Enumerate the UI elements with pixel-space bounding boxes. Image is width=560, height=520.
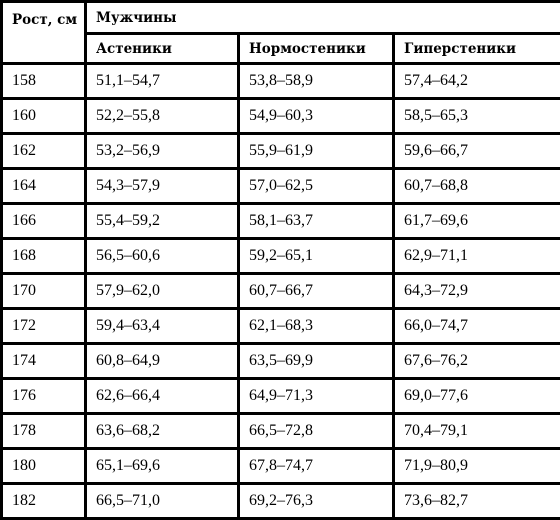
asthenic-cell: 57,9–62,0 [87,275,237,307]
table-row [3,205,560,237]
height-cell: 178 [3,415,84,447]
hypersthenic-cell: 69,0–77,6 [395,380,560,412]
normosthenic-cell: 58,1–63,7 [240,205,392,237]
table-row [3,135,560,167]
normosthenic-cell: 59,2–65,1 [240,240,392,272]
normosthenic-cell: 55,9–61,9 [240,135,392,167]
normosthenic-cell: 53,8–58,9 [240,65,392,97]
hypersthenic-cell: 58,5–65,3 [395,100,560,132]
normosthenic-cell: 67,8–74,7 [240,450,392,482]
hypersthenic-cell: 64,3–72,9 [395,275,560,307]
table-row [3,415,560,447]
normosthenic-cell: 54,9–60,3 [240,100,392,132]
group-header-row [3,3,560,32]
hypersthenic-cell: 59,6–66,7 [395,135,560,167]
asthenic-cell: 60,8–64,9 [87,345,237,377]
height-cell: 176 [3,380,84,412]
asthenic-cell: 66,5–71,0 [87,485,237,517]
hypersthenic-cell: 70,4–79,1 [395,415,560,447]
hypersthenic-cell: 57,4–64,2 [395,65,560,97]
table-row [3,450,560,482]
height-cell: 168 [3,240,84,272]
asthenic-cell: 52,2–55,8 [87,100,237,132]
asthenic-cell: 55,4–59,2 [87,205,237,237]
hypersthenic-cell: 67,6–76,2 [395,345,560,377]
height-cell: 172 [3,310,84,342]
normosthenic-cell: 62,1–68,3 [240,310,392,342]
height-cell: 180 [3,450,84,482]
normosthenic-cell: 69,2–76,3 [240,485,392,517]
table-row [3,65,560,97]
hypersthenic-cell: 60,7–68,8 [395,170,560,202]
asthenic-cell: 63,6–68,2 [87,415,237,447]
column-header-hypersthenic: Гиперстеники [395,35,560,62]
table-row [3,380,560,412]
height-cell: 170 [3,275,84,307]
height-cell: 158 [3,65,84,97]
hypersthenic-cell: 66,0–74,7 [395,310,560,342]
column-header-row [3,35,560,62]
men-group-header: Мужчины [87,3,560,32]
table-row [3,275,560,307]
table-row [3,345,560,377]
column-header-normosthenic: Нормостеники [240,35,392,62]
hypersthenic-cell: 62,9–71,1 [395,240,560,272]
column-header-asthenic: Астеники [87,35,237,62]
table-row [3,485,560,517]
asthenic-cell: 51,1–54,7 [87,65,237,97]
asthenic-cell: 59,4–63,4 [87,310,237,342]
height-cell: 160 [3,100,84,132]
asthenic-cell: 53,2–56,9 [87,135,237,167]
table-row [3,240,560,272]
height-cell: 182 [3,485,84,517]
table-row [3,100,560,132]
hypersthenic-cell: 61,7–69,6 [395,205,560,237]
asthenic-cell: 65,1–69,6 [87,450,237,482]
normosthenic-cell: 66,5–72,8 [240,415,392,447]
height-cell: 174 [3,345,84,377]
normosthenic-cell: 60,7–66,7 [240,275,392,307]
height-cell: 162 [3,135,84,167]
normosthenic-cell: 64,9–71,3 [240,380,392,412]
asthenic-cell: 62,6–66,4 [87,380,237,412]
table-row [3,310,560,342]
asthenic-cell: 56,5–60,6 [87,240,237,272]
hypersthenic-cell: 71,9–80,9 [395,450,560,482]
table-row [3,170,560,202]
height-column-header: Рост, см [3,3,84,62]
height-cell: 166 [3,205,84,237]
height-cell: 164 [3,170,84,202]
hypersthenic-cell: 73,6–82,7 [395,485,560,517]
normosthenic-cell: 63,5–69,9 [240,345,392,377]
asthenic-cell: 54,3–57,9 [87,170,237,202]
normosthenic-cell: 57,0–62,5 [240,170,392,202]
